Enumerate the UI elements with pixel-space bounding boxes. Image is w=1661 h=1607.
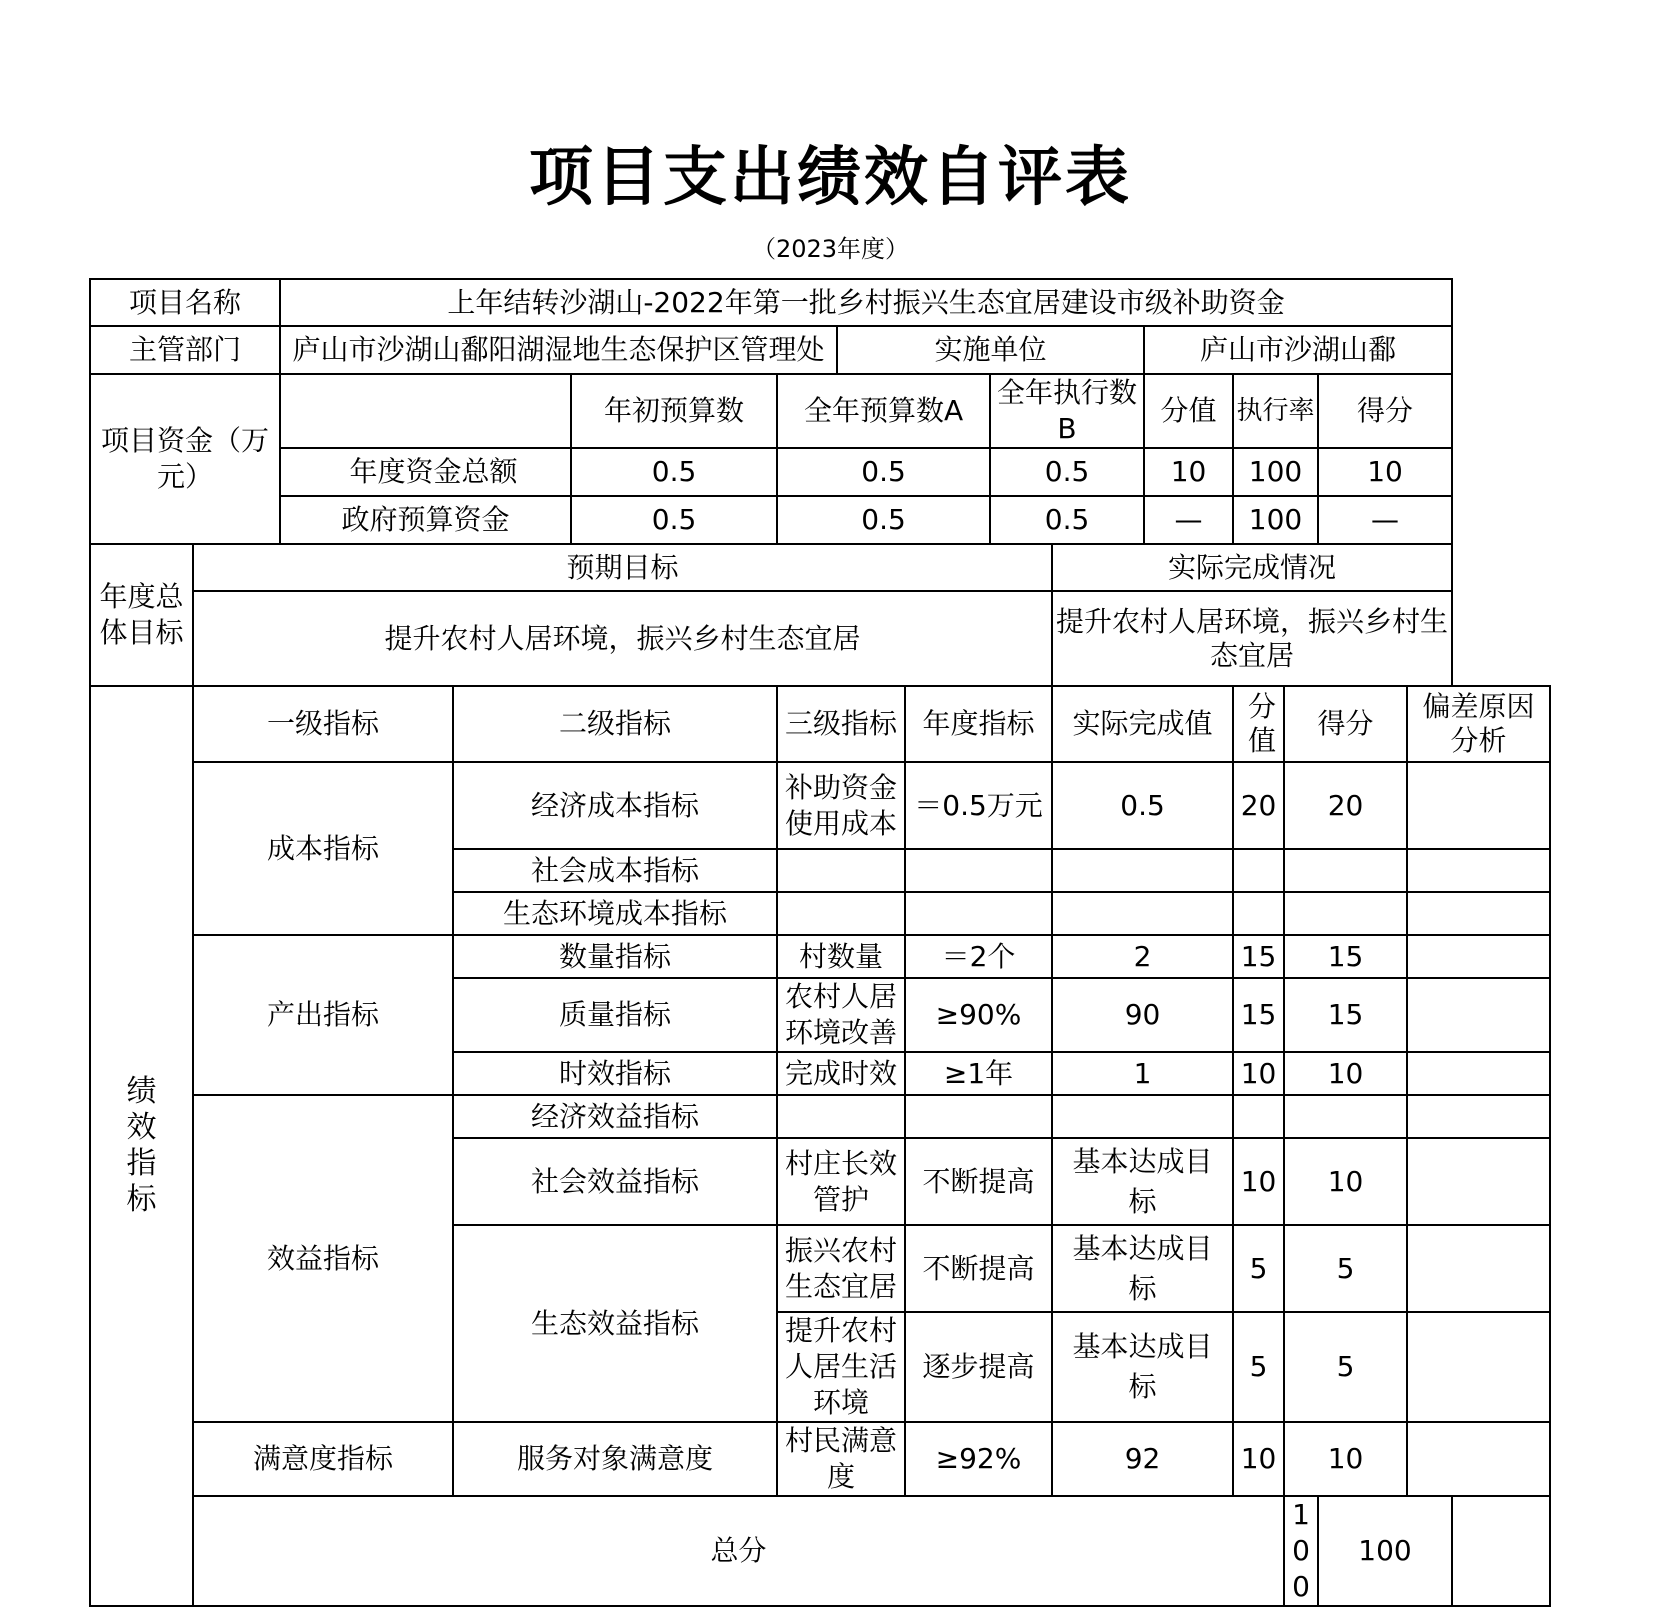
level2-cell: 时效指标 (453, 1052, 777, 1095)
performance-evaluation-table (89, 278, 1551, 1607)
funds-row-annual: 0.5 (777, 448, 990, 496)
target-cell (905, 1095, 1052, 1138)
funds-header-rate: 执行率 (1233, 374, 1318, 448)
value-cell: 5 (1233, 1312, 1284, 1422)
level3-cell (777, 849, 905, 892)
level2-cell: 生态效益指标 (453, 1225, 777, 1422)
level2-cell: 服务对象满意度 (453, 1422, 777, 1496)
implementer-value: 庐山市沙湖山鄱 (1144, 326, 1452, 374)
target-cell: 逐步提高 (905, 1312, 1052, 1422)
value-cell (1233, 1095, 1284, 1138)
level2-cell: 数量指标 (453, 935, 777, 978)
target-cell: ≥1年 (905, 1052, 1052, 1095)
score-cell: 5 (1284, 1225, 1407, 1312)
value-cell (1233, 892, 1284, 935)
level1-cost: 成本指标 (193, 762, 453, 935)
department-label: 主管部门 (90, 326, 280, 374)
deviation-cell (1407, 978, 1550, 1052)
value-cell: 15 (1233, 978, 1284, 1052)
target-cell (905, 892, 1052, 935)
value-cell: 5 (1233, 1225, 1284, 1312)
level1-output: 产出指标 (193, 935, 453, 1095)
actual-cell (1052, 892, 1233, 935)
level3-cell: 提升农村人居生活环境 (777, 1312, 905, 1422)
deviation-cell (1407, 762, 1550, 849)
funds-row-annual: 0.5 (777, 496, 990, 544)
funds-row-executed: 0.5 (990, 448, 1144, 496)
target-cell: 不断提高 (905, 1225, 1052, 1312)
implementer-label: 实施单位 (837, 326, 1144, 374)
score-cell (1284, 892, 1407, 935)
level3-cell (777, 1095, 905, 1138)
department-row (90, 326, 1550, 374)
total-label: 总分 (193, 1496, 1284, 1606)
indicator-header-level2: 二级指标 (453, 686, 777, 762)
level3-cell: 村民满意度 (777, 1422, 905, 1496)
funds-header-initial: 年初预算数 (571, 374, 777, 448)
indicator-header-level3: 三级指标 (777, 686, 905, 762)
indicator-header-deviation: 偏差原因分析 (1407, 686, 1550, 762)
funds-row-rate: 100 (1233, 496, 1318, 544)
target-cell: 不断提高 (905, 1138, 1052, 1225)
funds-header-score: 得分 (1318, 374, 1452, 448)
indicators-label: 绩效指标 (90, 686, 193, 1606)
score-cell (1284, 1095, 1407, 1138)
indicator-header-value: 分值 (1233, 686, 1284, 762)
target-cell: ＝2个 (905, 935, 1052, 978)
value-cell: 15 (1233, 935, 1284, 978)
deviation-cell (1407, 935, 1550, 978)
goal-actual: 提升农村人居环境，振兴乡村生态宜居 (1052, 591, 1452, 686)
deviation-cell (1407, 1138, 1550, 1225)
indicator-header-target: 年度指标 (905, 686, 1052, 762)
value-cell: 10 (1233, 1138, 1284, 1225)
actual-cell: 0.5 (1052, 762, 1233, 849)
funds-row-rate: 100 (1233, 448, 1318, 496)
actual-cell: 92 (1052, 1422, 1233, 1496)
level3-cell: 农村人居环境改善 (777, 978, 905, 1052)
actual-cell: 2 (1052, 935, 1233, 978)
goal-header-row (90, 544, 1550, 591)
score-cell: 10 (1284, 1422, 1407, 1496)
score-cell: 5 (1284, 1312, 1407, 1422)
target-cell: ≥90% (905, 978, 1052, 1052)
funds-header-annual: 全年预算数A (777, 374, 990, 448)
total-score: 100 (1318, 1496, 1452, 1606)
actual-cell: 基本达成目标 (1052, 1312, 1233, 1422)
project-name-value: 上年结转沙湖山-2022年第一批乡村振兴生态宜居建设市级补助资金 (280, 279, 1452, 326)
funds-row-name: 政府预算资金 (280, 496, 571, 544)
level3-cell: 振兴农村生态宜居 (777, 1225, 905, 1312)
level2-cell: 经济效益指标 (453, 1095, 777, 1138)
total-value: 100 (1284, 1496, 1318, 1606)
goal-actual-header: 实际完成情况 (1052, 544, 1452, 591)
funds-row-score-value: 10 (1144, 448, 1233, 496)
level3-cell: 村庄长效管护 (777, 1138, 905, 1225)
level1-benefit: 效益指标 (193, 1095, 453, 1422)
funds-header-score-value: 分值 (1144, 374, 1233, 448)
score-cell: 10 (1284, 1138, 1407, 1225)
funds-header-executed: 全年执行数B (990, 374, 1144, 448)
value-cell: 10 (1233, 1052, 1284, 1095)
project-name-row (90, 279, 1550, 326)
indicator-row (90, 935, 1550, 978)
funds-header-blank (280, 374, 571, 448)
level2-cell: 社会成本指标 (453, 849, 777, 892)
deviation-cell (1407, 892, 1550, 935)
deviation-cell (1407, 1052, 1550, 1095)
funds-header-row (90, 374, 1550, 448)
level2-cell: 生态环境成本指标 (453, 892, 777, 935)
deviation-cell (1407, 1312, 1550, 1422)
funds-row-score: — (1318, 496, 1452, 544)
deviation-cell (1407, 849, 1550, 892)
score-cell: 10 (1284, 1052, 1407, 1095)
indicator-header-row (90, 686, 1550, 762)
funds-row-executed: 0.5 (990, 496, 1144, 544)
value-cell: 20 (1233, 762, 1284, 849)
target-cell (905, 849, 1052, 892)
funds-row-score-value: — (1144, 496, 1233, 544)
actual-cell: 90 (1052, 978, 1233, 1052)
actual-cell: 基本达成目标 (1052, 1138, 1233, 1225)
indicator-row (90, 1422, 1550, 1496)
value-cell (1233, 849, 1284, 892)
indicator-row (90, 762, 1550, 849)
level3-cell: 村数量 (777, 935, 905, 978)
score-cell: 15 (1284, 935, 1407, 978)
goal-expected-header: 预期目标 (193, 544, 1052, 591)
level3-cell: 完成时效 (777, 1052, 905, 1095)
actual-cell: 基本达成目标 (1052, 1225, 1233, 1312)
actual-cell (1052, 849, 1233, 892)
department-value: 庐山市沙湖山鄱阳湖湿地生态保护区管理处 (280, 326, 837, 374)
goal-label: 年度总体目标 (90, 544, 193, 686)
deviation-cell (1407, 1225, 1550, 1312)
level2-cell: 质量指标 (453, 978, 777, 1052)
deviation-cell (1407, 1422, 1550, 1496)
value-cell: 10 (1233, 1422, 1284, 1496)
level2-cell: 经济成本指标 (453, 762, 777, 849)
funds-row-initial: 0.5 (571, 496, 777, 544)
level1-satisfaction: 满意度指标 (193, 1422, 453, 1496)
score-cell (1284, 849, 1407, 892)
deviation-cell (1407, 1095, 1550, 1138)
fiscal-year: （2023年度） (751, 235, 910, 263)
funds-row (90, 496, 1550, 544)
indicator-row (90, 1095, 1550, 1138)
level2-cell: 社会效益指标 (453, 1138, 777, 1225)
goal-content-row (90, 591, 1550, 686)
level3-cell: 补助资金使用成本 (777, 762, 905, 849)
funds-row-initial: 0.5 (571, 448, 777, 496)
project-name-label: 项目名称 (90, 279, 280, 326)
indicator-header-level1: 一级指标 (193, 686, 453, 762)
level3-cell (777, 892, 905, 935)
target-cell: ≥92% (905, 1422, 1052, 1496)
indicator-header-actual: 实际完成值 (1052, 686, 1233, 762)
funds-row-name: 年度资金总额 (280, 448, 571, 496)
page-title: 项目支出绩效自评表 (529, 140, 1132, 215)
target-cell: ＝0.5万元 (905, 762, 1052, 849)
funds-row-score: 10 (1318, 448, 1452, 496)
actual-cell (1052, 1095, 1233, 1138)
actual-cell: 1 (1052, 1052, 1233, 1095)
indicator-header-score: 得分 (1284, 686, 1407, 762)
funds-label: 项目资金（万元） (90, 374, 280, 544)
funds-row (90, 448, 1550, 496)
goal-expected: 提升农村人居环境，振兴乡村生态宜居 (193, 591, 1052, 686)
score-cell: 15 (1284, 978, 1407, 1052)
score-cell: 20 (1284, 762, 1407, 849)
